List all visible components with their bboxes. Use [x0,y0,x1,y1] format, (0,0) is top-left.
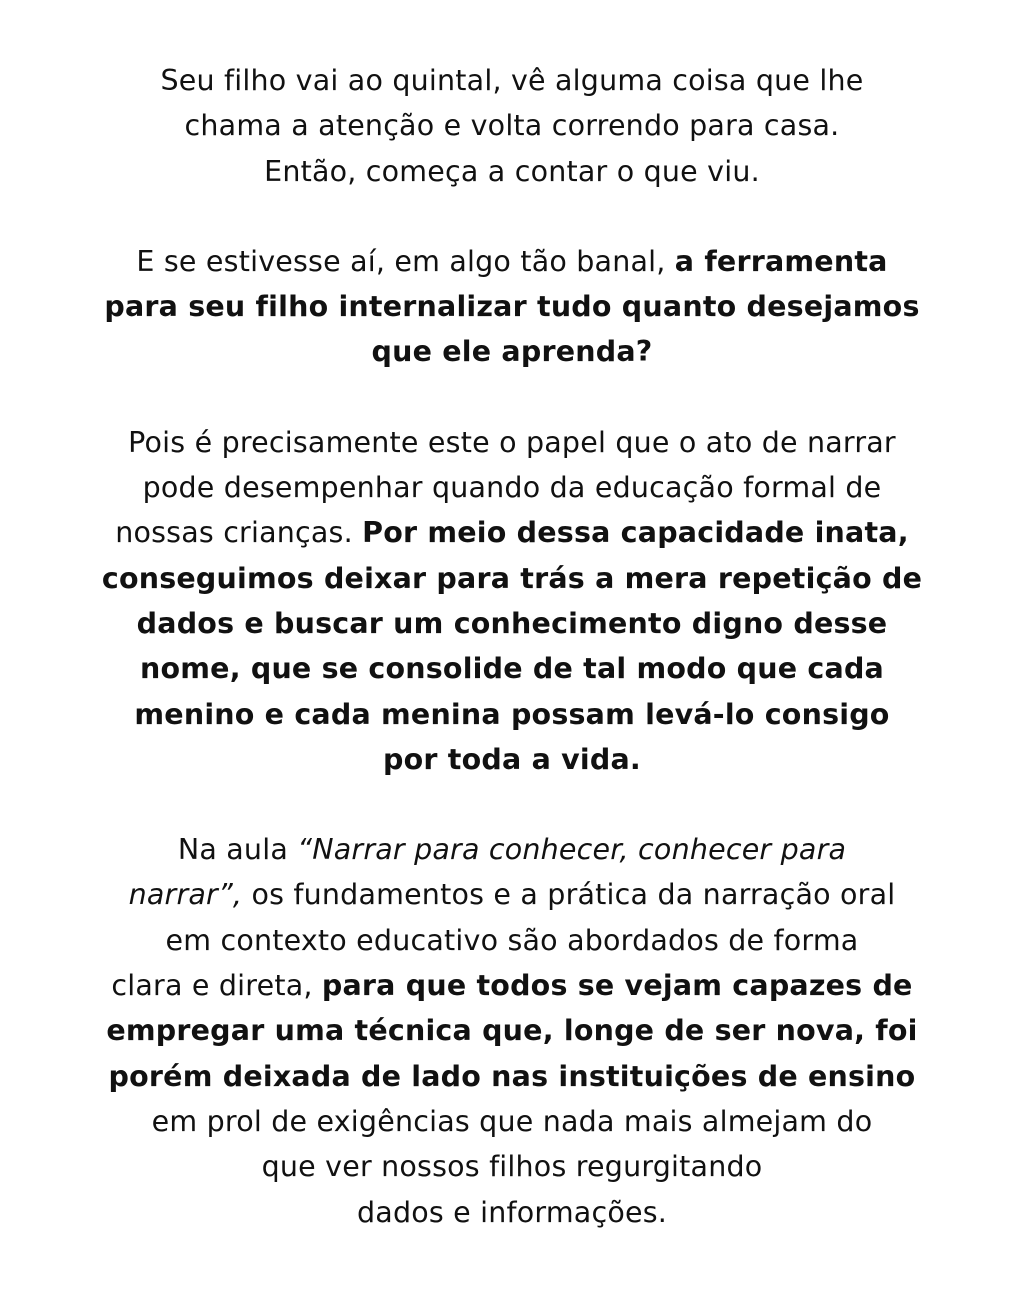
text-line [56,1099,968,1144]
bold-text-run: Por meio dessa capacidade inata, [362,516,909,550]
italic-text-run: “Narrar para conhecer, conhecer para [297,833,847,867]
paragraph-class-description [56,827,968,1235]
text-run: clara e direta, [111,969,322,1003]
text-run: pode desempenhar quando da educação formal de [142,471,882,505]
text-line [56,1008,968,1053]
text-line [56,1144,968,1189]
text-run: que ver nossos filhos regurgitando [261,1150,763,1184]
paragraph-question [56,239,968,375]
text-line [56,510,968,555]
bold-text-run: nome, que se consolide de tal modo que cada [140,652,884,686]
bold-text-run: para seu filho internalizar tudo quanto desejamos [104,290,920,324]
text-run: em contexto educativo são abordados de forma [165,923,859,957]
text-run: em prol de exigências que nada mais almejam do [151,1104,873,1138]
text-line [56,284,968,329]
bold-text-run: que ele aprenda? [371,335,653,369]
bold-text-run: a ferramenta [674,244,888,278]
text-line [56,149,968,194]
text-run: Então, começa a contar o que viu. [264,154,760,188]
paragraph-narration-role [56,420,968,782]
text-line [56,737,968,782]
text-line [56,1190,968,1235]
text-line [56,556,968,601]
paragraph-intro [56,58,968,194]
text-run: dados e informações. [356,1195,668,1229]
text-line [56,239,968,284]
bold-text-run: por toda a vida. [383,742,641,776]
text-line [56,963,968,1008]
bold-text-run: conseguimos deixar para trás a mera repetição de [101,561,923,595]
text-run: nossas crianças. [115,516,363,550]
text-line [56,1054,968,1099]
text-line [56,918,968,963]
text-line [56,872,968,917]
text-line [56,601,968,646]
text-run: chama a atenção e volta correndo para casa. [184,109,840,143]
text-run: os fundamentos e a prática da narração oral [242,878,896,912]
text-line [56,58,968,103]
italic-text-run: narrar”, [128,878,243,912]
text-line [56,420,968,465]
text-line [56,827,968,872]
bold-text-run: empregar uma técnica que, longe de ser nova, foi [106,1014,918,1048]
bold-text-run: porém deixada de lado nas instituições de ensino [108,1059,916,1093]
text-run: Pois é precisamente este o papel que o ato de narrar [128,425,896,459]
text-line [56,465,968,510]
text-line [56,329,968,374]
bold-text-run: para que todos se vejam capazes de [321,969,913,1003]
text-line [56,646,968,691]
text-run: E se estivesse aí, em algo tão banal, [136,244,675,278]
bold-text-run: dados e buscar um conhecimento digno desse [136,606,888,640]
text-line [56,103,968,148]
text-line [56,692,968,737]
text-run: Seu filho vai ao quintal, vê alguma coisa que lhe [160,64,864,97]
bold-text-run: menino e cada menina possam levá-lo consigo [134,697,890,731]
text-run: Na aula [177,833,298,867]
text-page [0,58,1024,1280]
